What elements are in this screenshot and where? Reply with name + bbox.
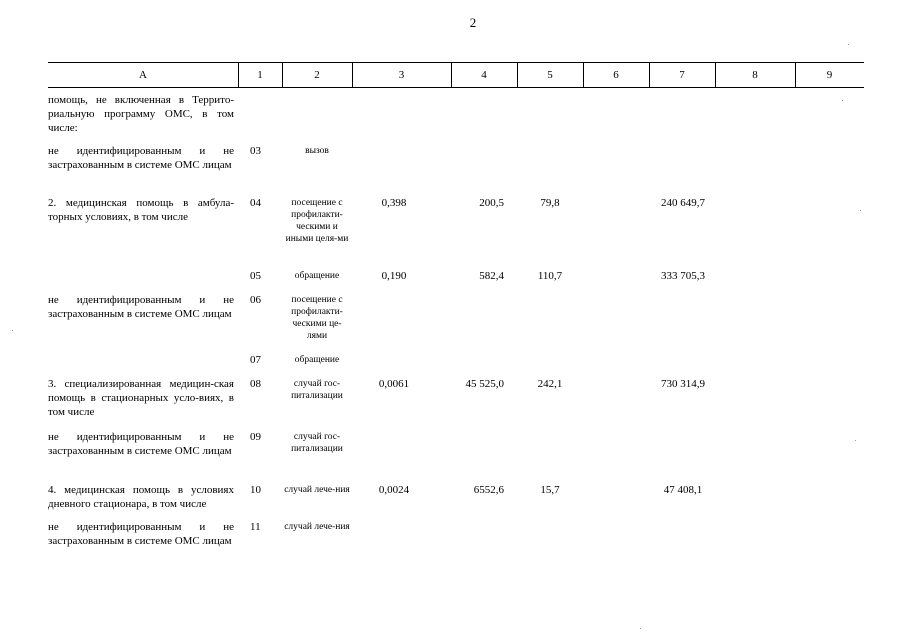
row-unit: случай гос-питализации xyxy=(291,432,343,454)
scan-speck xyxy=(848,44,849,45)
scan-speck xyxy=(860,210,861,211)
scan-speck xyxy=(842,100,843,101)
header-col-4: 4 xyxy=(481,69,487,81)
row-value-5: 242,1 xyxy=(537,378,563,390)
header-col-9: 9 xyxy=(826,69,833,81)
header-col-6: 6 xyxy=(613,69,619,81)
header-col-2: 2 xyxy=(314,69,320,81)
row-value-3: 0,398 xyxy=(381,197,407,209)
row-value-3: 0,0024 xyxy=(378,484,410,496)
row-description: не идентифицированным и не застрахованным в системе ОМС лицам xyxy=(48,294,234,320)
row-value-7: 47 408,1 xyxy=(663,484,703,496)
header-col-3: 3 xyxy=(398,69,405,81)
row-unit: посещение с профилакти-ческими це-лями xyxy=(291,295,343,341)
scan-speck xyxy=(640,628,641,629)
row-code: 07 xyxy=(250,354,261,366)
row-unit: случай лече-ния xyxy=(284,485,350,495)
row-description: 4. медицинская помощь в условиях дневного стационара, в том числе xyxy=(48,484,234,510)
row-code: 10 xyxy=(250,484,261,496)
header-col-5: 5 xyxy=(547,69,553,81)
row-code: 04 xyxy=(250,197,261,209)
row-unit: обращение xyxy=(294,355,340,365)
row-unit: посещение с профилакти-ческими и иными целя-ми xyxy=(285,198,349,244)
row-code: 05 xyxy=(250,270,261,282)
header-col-1: 1 xyxy=(257,69,263,81)
row-value-3: 0,0061 xyxy=(378,378,410,390)
row-description: 2. медицинская помощь в амбула-торных условиях, в том числе xyxy=(48,197,234,223)
row-unit: вызов xyxy=(305,146,329,156)
table-header xyxy=(48,62,864,88)
row-code: 09 xyxy=(250,431,261,443)
row-code: 06 xyxy=(250,294,261,306)
row-value-4: 45 525,0 xyxy=(465,378,504,390)
row-value-5: 15,7 xyxy=(540,484,560,496)
row-unit: обращение xyxy=(294,271,340,281)
row-description: 3. специализированная медицин-ская помощь в стационарных усло-виях, в том числе xyxy=(48,378,234,418)
scan-speck xyxy=(855,440,856,441)
row-unit: случай лече-ния xyxy=(284,522,350,532)
row-value-5: 110,7 xyxy=(537,270,563,282)
row-description: не идентифицированным и не застрахованным в системе ОМС лицам xyxy=(48,145,234,171)
row-description: не идентифицированным и не застрахованным в системе ОМС лицам xyxy=(48,521,234,547)
row-unit: случай гос-питализации xyxy=(291,379,343,401)
row-code: 08 xyxy=(250,378,261,390)
row-value-5: 79,8 xyxy=(540,197,560,209)
row-description: помощь, не включенная в Террито-риальную программу ОМС, в том числе: xyxy=(48,94,234,134)
header-col-a: А xyxy=(139,69,147,81)
row-code: 03 xyxy=(250,145,261,157)
row-value-4: 200,5 xyxy=(479,197,504,209)
header-col-8: 8 xyxy=(752,69,758,81)
header-col-7: 7 xyxy=(679,69,685,81)
row-value-7: 730 314,9 xyxy=(661,378,705,390)
row-value-7: 240 649,7 xyxy=(661,197,705,209)
row-code: 11 xyxy=(250,521,261,533)
row-value-4: 582,4 xyxy=(479,270,504,282)
row-value-3: 0,190 xyxy=(381,270,407,282)
row-description: не идентифицированным и не застрахованным в системе ОМС лицам xyxy=(48,431,234,457)
scan-speck xyxy=(12,330,13,331)
row-value-4: 6552,6 xyxy=(473,484,504,496)
page-number: 2 xyxy=(469,15,477,30)
row-value-7: 333 705,3 xyxy=(661,270,705,282)
